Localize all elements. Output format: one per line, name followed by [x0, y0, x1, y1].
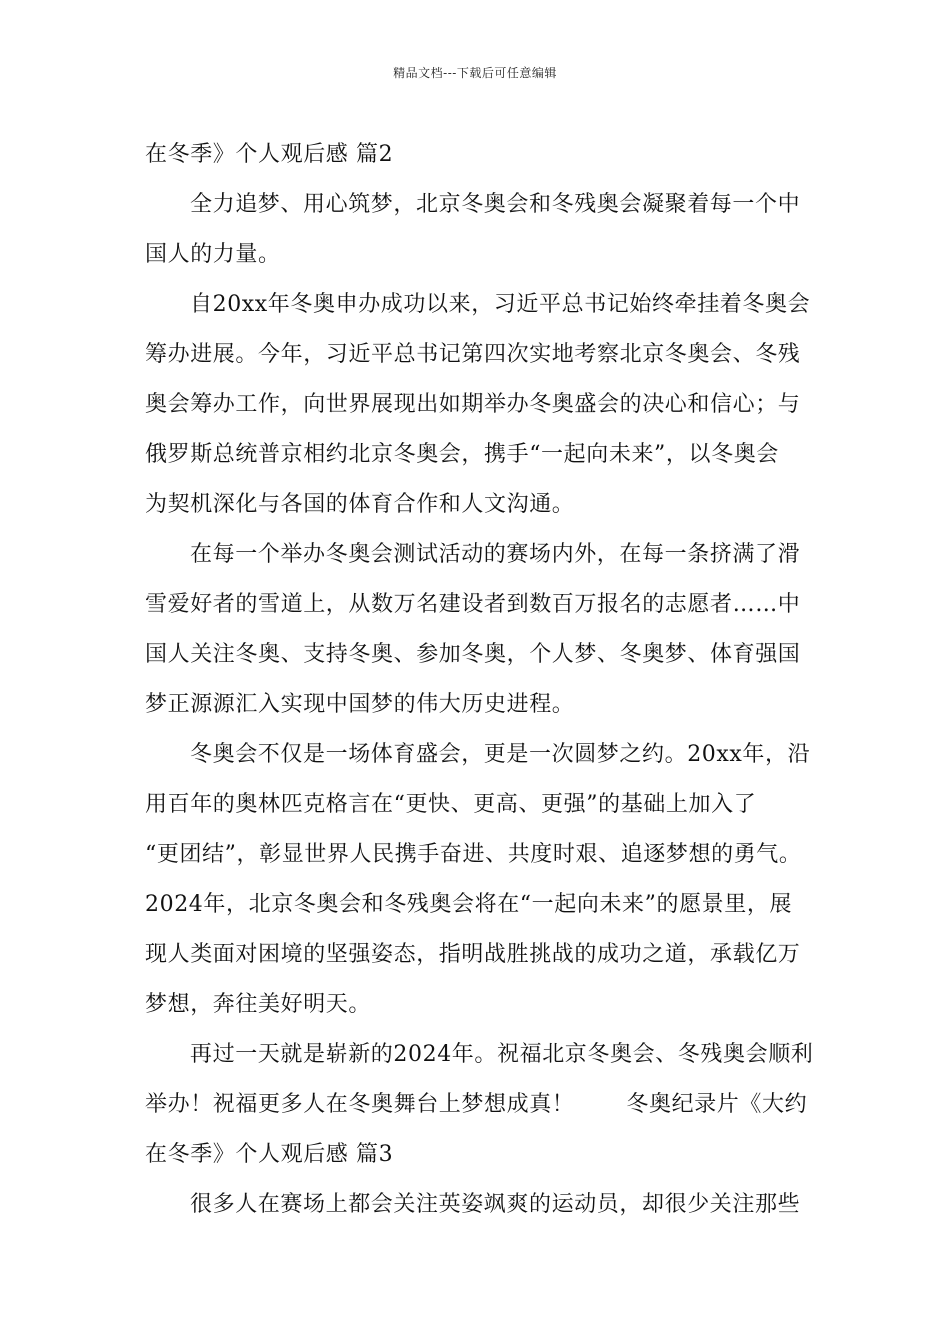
paragraph-line [145, 1080, 810, 1130]
paragraph-line: 自20xx年冬奥申办成功以来，习近平总书记始终牵挂着冬奥会 [190, 292, 811, 317]
paragraph-line: 奥会筹办工作，向世界展现出如期举办冬奥盛会的决心和信心；与 [145, 392, 801, 417]
paragraph-line: 在每一个举办冬奥会测试活动的赛场内外，在每一条挤满了滑 [190, 542, 801, 567]
section-heading-line: 在冬季》个人观后感 篇3 [145, 1142, 394, 1167]
paragraph-line: 很多人在赛场上都会关注英姿飒爽的运动员，却很少关注那些 [190, 1192, 801, 1217]
paragraph-line: 现人类面对困境的坚强姿态，指明战胜挑战的成功之道，承载亿万 [145, 942, 801, 967]
paragraph-line: 国人关注冬奥、支持冬奥、参加冬奥，个人梦、冬奥梦、体育强国 [145, 642, 801, 667]
paragraph-line: 梦想，奔往美好明天。 [145, 992, 372, 1017]
paragraph-line: 冬奥会不仅是一场体育盛会，更是一次圆梦之约。20xx年，沿 [190, 742, 811, 767]
paragraph-line: 全力追梦、用心筑梦，北京冬奥会和冬残奥会凝聚着每一个中 [190, 192, 801, 217]
paragraph-line: 再过一天就是崭新的2024年。祝福北京冬奥会、冬残奥会顺利 [190, 1042, 814, 1067]
paragraph-line: 2024年，北京冬奥会和冬残奥会将在“一起向未来”的愿景里，展 [145, 892, 793, 917]
section-heading-line: 在冬季》个人观后感 篇2 [145, 142, 394, 167]
paragraph-line: “更团结”，彰显世界人民携手奋进、共度时艰、追逐梦想的勇气。 [145, 842, 802, 867]
paragraph-line: 用百年的奥林匹克格言在“更快、更高、更强”的基础上加入了 [145, 792, 757, 817]
page-header: 精品文档---下载后可任意编辑 [393, 66, 557, 80]
paragraph-line-text: 举办！祝福更多人在冬奥舞台上梦想成真！ [145, 1092, 575, 1117]
paragraph-line: 筹办进展。今年，习近平总书记第四次实地考察北京冬奥会、冬残 [145, 342, 801, 367]
section-heading-start: 冬奥纪录片《大约 [626, 1092, 808, 1117]
paragraph-line: 俄罗斯总统普京相约北京冬奥会，携手“一起向未来”，以冬奥会 [145, 442, 779, 467]
paragraph-line: 雪爱好者的雪道上，从数万名建设者到数百万报名的志愿者……中 [145, 592, 801, 617]
paragraph-line: 为契机深化与各国的体育合作和人文沟通。 [145, 492, 575, 517]
paragraph-line: 国人的力量。 [145, 242, 281, 267]
document-body [145, 130, 814, 1230]
paragraph-line: 梦正源源汇入实现中国梦的伟大历史进程。 [145, 692, 575, 717]
